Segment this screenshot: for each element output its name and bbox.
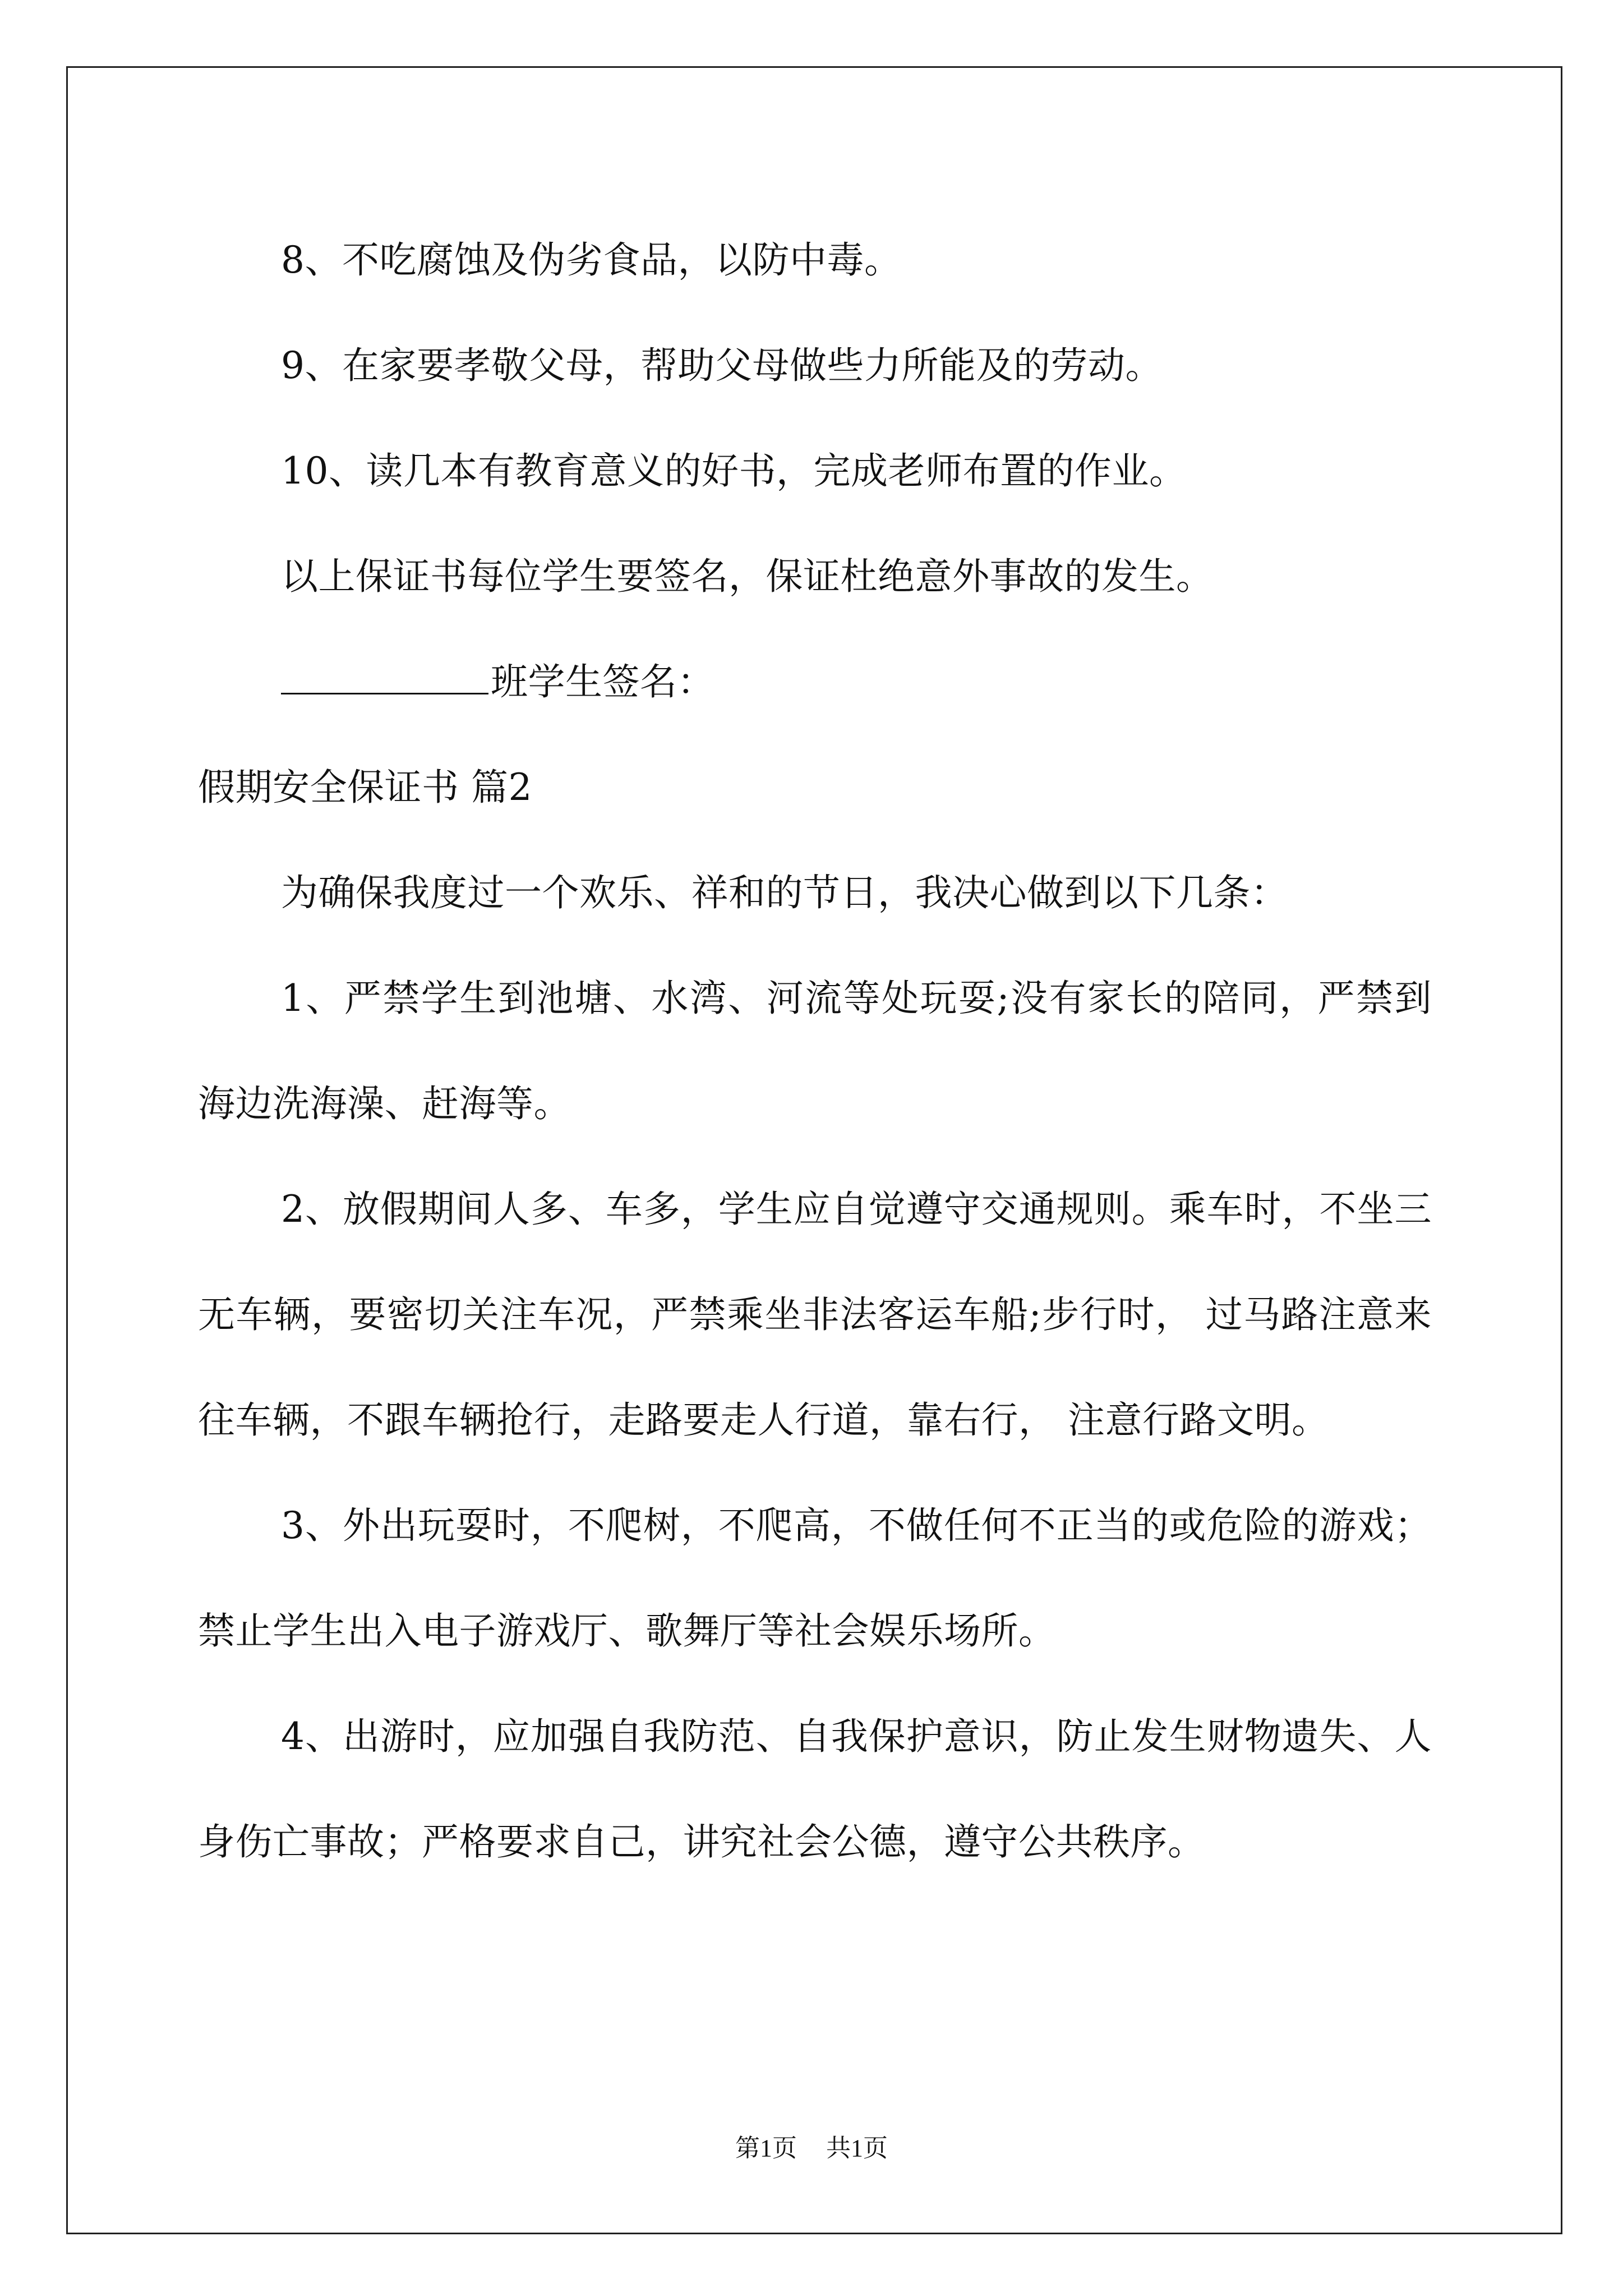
paragraph-item-10: 10、读几本有教育意义的好书，完成老师布置的作业。 bbox=[281, 449, 1187, 493]
signature-label: 班学生签名： bbox=[491, 660, 714, 703]
document-body bbox=[198, 208, 1432, 1895]
page-number-total: 共1页 bbox=[826, 2134, 888, 2162]
page-footer bbox=[0, 2132, 1623, 2165]
section2-item-3: 3、外出玩耍时，不爬树，不爬高，不做任何不正当的或危险的游戏；禁止学生出入电子游戏厅、歌舞厅等社会娱乐场所。 bbox=[198, 1504, 1432, 1653]
signature-blank bbox=[281, 661, 488, 694]
page-number-current: 第1页 bbox=[735, 2134, 797, 2162]
section2-intro: 为确保我度过一个欢乐、祥和的节日，我决心做到以下几条： bbox=[281, 871, 1288, 914]
signature-line bbox=[198, 629, 1432, 735]
section2-item-2: 2、放假期间人多、车多，学生应自觉遵守交通规则。乘车时，不坐三无车辆，要密切关注车况，严禁乘坐非法客运车船;步行时， 过马路注意来往车辆，不跟车辆抢行，走路要走人行道，靠右行， 注意行路文明。 bbox=[198, 1188, 1432, 1442]
section2-item-4: 4、出游时，应加强自我防范、自我保护意识，防止发生财物遗失、人身伤亡事故；严格要求自己，讲究社会公德，遵守公共秩序。 bbox=[198, 1715, 1432, 1864]
paragraph-signature-note: 以上保证书每位学生要签名，保证杜绝意外事故的发生。 bbox=[281, 555, 1214, 598]
paragraph-item-8: 8、不吃腐蚀及伪劣食品，以防中毒。 bbox=[281, 238, 902, 282]
paragraph-item-9: 9、在家要孝敬父母，帮助父母做些力所能及的劳动。 bbox=[281, 344, 1163, 387]
section-heading: 假期安全保证书 篇2 bbox=[198, 766, 532, 809]
section2-item-1: 1、严禁学生到池塘、水湾、河流等处玩耍;没有家长的陪同，严禁到海边洗海澡、赶海等。 bbox=[198, 977, 1432, 1125]
